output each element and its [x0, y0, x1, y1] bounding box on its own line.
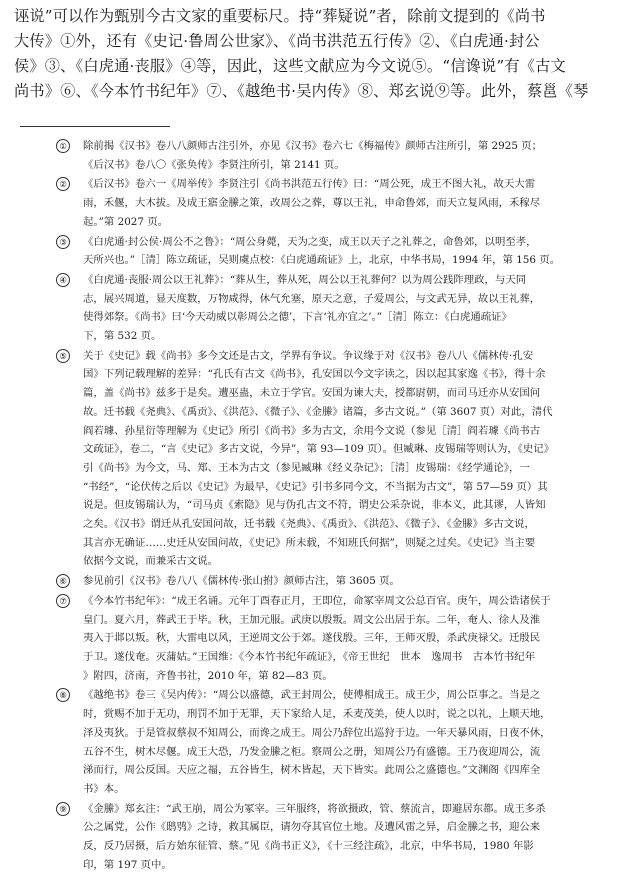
- body-line: 侯》③、《白虎通·丧服》④等，因此，这些文献应为今文说⑤。“信谗说”有《古文: [14, 57, 566, 75]
- footnote-7: [14, 592, 630, 686]
- footnote-line: “书经”，“论伏传之后以《史记》为最早，《史记》引书多同今文，不当据为古文”，第 57—59 页）其: [83, 480, 548, 493]
- footnote-line: 反，反乃居摄，后方始东征管、蔡。”见《尚书正义》，《十三经注疏》，北京，中华书局，1980 年影: [83, 840, 534, 853]
- footnote-line: 引《尚书》为今文，马、郑、王本为古文（参见臧琳《经义杂记》；［清］皮锡瑞：《经学通论》，一: [83, 461, 530, 474]
- footnote-text: [83, 686, 626, 798]
- footnote-4: [14, 271, 630, 346]
- footnote-line: 下，第 532 页。: [83, 330, 162, 343]
- footnote-1: [14, 137, 630, 174]
- footnote-2: [14, 175, 630, 231]
- footnote-marker: ⑦: [56, 594, 70, 608]
- footnote-line: 文疏证》，卷二，“言《史记》多古文说，今异”，第 93—109 页）。但臧琳、皮锡瑞等则认为，《史记》: [83, 443, 555, 456]
- footnote-text: [83, 592, 626, 686]
- footnote-line: 公之属党，公作《鸱鸮》之诗，救其属臣，请勿夺其官位土地。及遭风雷之异，启金縢之书，迎公来: [83, 821, 541, 834]
- footnote-marker: ①: [56, 139, 70, 153]
- footnote-text: [83, 800, 626, 874]
- footnote-line: 泽及夷狄。于是管叔蔡叔不知周公，而谗之成王。周公乃辞位出巡狩于边。一年天暴风雨，日夜不休，: [83, 726, 551, 739]
- footnote-text: [83, 572, 626, 591]
- footnote-text: [83, 271, 626, 346]
- footnote-line: 说是。但皮锡瑞认为，“司马贞《索隐》见与伪孔古文不符，谓史公采杂说，非本义，此其谬，人皆知: [83, 499, 546, 512]
- footnote-line: 故。迁书载《尧典》、《禹贡》、《洪范》、《微子》、《金縢》诸篇，多古文说。”（第 3607 页）对此，清代: [83, 405, 553, 418]
- footnote-separator: [20, 126, 170, 127]
- footnote-line: 《白虎通·封公侯·周公不之鲁》：“周公身薨，天为之变，成王以天子之礼葬之，命鲁郊，以明至孝，: [83, 235, 537, 248]
- footnote-line: 书》本。: [83, 782, 125, 795]
- footnote-line: 国》下列记载理解的差异：“孔氏有古文《尚书》，孔安国以今文字读之，因以起其家逸《书》，得十余: [83, 368, 546, 381]
- footnote-marker: ⑥: [56, 574, 70, 588]
- footnote-line: 阎若璩、孙星衍等理解为《史记》所引《尚书》多为古文，余用今文说（参见［清］阎若璩《尚书古: [83, 424, 541, 437]
- footnote-line: 使得郊祭。《尚书》曰‘今天动威以彰周公之德’，下言‘礼亦宜之’。”［清］陈立：《白虎通疏证》: [83, 311, 512, 324]
- footnote-line: 《越绝书》卷三《吴内传》：“周公以盛德，武王封周公，使傅相成王。成王少，周公臣事之。当是之: [83, 689, 541, 702]
- footnote-6: [14, 572, 630, 591]
- footnote-line: 皇门。夏六月，葬武王于毕。秋，王加元服。武庚以殷叛。周文公出居于东。二年，奄人、徐人及淮: [83, 613, 541, 626]
- body-line: 诬说”可以作为甄别今古文家的重要标尺。持“葬疑说”者，除前文提到的《尚书: [14, 7, 546, 25]
- footnote-line: 《今本竹书纪年》：“成王名诵。元年丁酉春正月，王即位，命冢宰周文公总百官。庚午，周公诰诸侯于: [83, 594, 551, 607]
- body-line: 尚书》⑥、《今本竹书纪年》⑦、《越绝书·吴内传》⑧、郑玄说⑨等。此外，蔡邕《琴: [14, 82, 589, 100]
- footnote-marker: ⑨: [56, 802, 70, 816]
- footnote-line: 《金縢》郑玄注：“武王崩，周公为冢宰。三年服终，将欲摄政，管、蔡流言，即避居东都。成王多杀: [83, 802, 546, 815]
- footnote-line: 五谷不生，树木尽偃。成王大恐，乃发金縢之柜。察周公之册，知周公乃有盛德。王乃夜迎周公，流: [83, 745, 541, 758]
- footnote-text: [83, 137, 626, 174]
- footnote-text: [83, 347, 626, 571]
- footnote-line: 《后汉书》卷八〇《张奂传》李贤注所引，第 2141 页。: [83, 158, 345, 171]
- footnote-line: 于卫。遂伐奄。灭蒲姑。”王国维：《今本竹书纪年疏证》，《帝王世纪 世本 逸周书 古本竹书纪年: [83, 650, 536, 663]
- footnote-marker: ⑤: [56, 349, 70, 363]
- footnote-line: 印，第 197 页中。: [83, 858, 172, 871]
- footnote-line: 除前揭《汉书》卷八八颜师古注引外，亦见《汉书》卷六七《梅福传》颜师古注所引，第 2925 页；: [83, 140, 543, 152]
- footnote-line: 之矣。《汉书》谓迁从孔安国问故，迁书载《尧典》、《禹贡》、《洪范》、《微子》、《金縢》多古文说，: [83, 518, 535, 531]
- footnote-line: 其言亦无确证……史迁从安国问故，《史记》所未载，不知班氏何据”，则疑之过矣。《史记》当主要: [83, 536, 536, 549]
- footnote-3: [14, 233, 630, 270]
- footnote-8: [14, 686, 630, 798]
- footnote-line: 》附四，济南，齐鲁书社，2010 年，第 82—83 页。: [83, 669, 333, 682]
- footnote-marker: ③: [56, 235, 70, 249]
- footnote-text: [83, 233, 626, 270]
- footnote-line: 关于《史记》载《尚书》多今文还是古文，学界有争议。争议缘于对《汉书》卷八八《儒林传·孔安: [83, 349, 534, 362]
- footnote-marker: ⑧: [56, 688, 70, 702]
- footnote-line: 《白虎通·丧服·周公以王礼葬》：“葬从生，葬从死，周公以王礼葬何？以为周公践阼理政，与天同: [83, 273, 527, 286]
- footnote-line: 志，展兴周道，显天度数，万物咸得，休气允塞，原天之意，子爱周公，与文武无异，故以王礼葬，: [83, 292, 541, 305]
- footnote-line: 依据今文说，而兼采古文说。: [83, 555, 219, 568]
- footnote-line: 天所兴也。”［清］陈立疏证，吴则虞点校：《白虎通疏证》上，北京，中华书局，1994 年，第 156 页。: [83, 254, 561, 267]
- footnote-line: 《后汉书》卷六一《周举传》李贤注引《尚书洪范五行传》曰：“周公死，成王不图大礼，故天大雷: [83, 178, 536, 191]
- footnote-line: 篇，盖《尚书》兹多于是矣。遭巫蛊，未立于学官。安国为谏大夫，授都尉朝，而司马迁亦从安国问: [83, 387, 541, 400]
- footnote-line: 起。”第 2027 页。: [83, 215, 169, 228]
- footnote-line: 参见前引《汉书》卷八八《儒林传·张山拊》颜师古注，第 3605 页。: [83, 575, 400, 588]
- body-text: [14, 4, 630, 104]
- footnote-marker: ②: [56, 177, 70, 191]
- footnote-text: [83, 175, 626, 231]
- footnote-line: 涕而行，周公反国。天应之福，五谷皆生，树木皆起，天下皆实。此周公之盛德也。”文渊阁《四库全: [83, 764, 541, 777]
- footnote-line: 夷入于邶以叛。秋，大雷电以风，王逆周文公于郊。遂伐殷。三年，王师灭殷，杀武庚禄父。迁殷民: [83, 632, 541, 645]
- footnote-list: [14, 137, 630, 874]
- footnote-line: 时，赏赐不加于无功，刑罚不加于无罪，天下家给人足，禾麦茂美，使人以时，说之以礼，上顺天地，: [83, 708, 551, 721]
- footnote-9: [14, 800, 630, 874]
- footnote-line: 雨，禾偃，大木拔。及成王寤金縢之策，改周公之葬，尊以王礼，申命鲁郊，而天立复风雨，禾稼尽: [83, 197, 541, 210]
- footnote-5: [14, 347, 630, 571]
- body-line: 大传》①外，还有《史记·鲁周公世家》、《尚书洪范五行传》②、《白虎通·封公: [14, 32, 540, 50]
- footnote-marker: ④: [56, 273, 70, 287]
